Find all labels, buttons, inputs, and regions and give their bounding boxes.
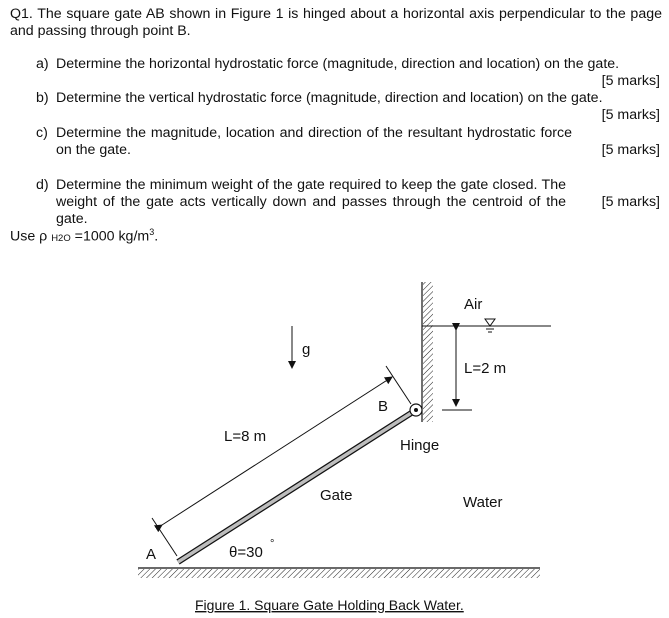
air-label: Air <box>464 296 483 313</box>
angle-unit: ° <box>270 538 275 550</box>
angle-label: θ=30 <box>229 544 263 561</box>
a-label: A <box>146 546 157 563</box>
density-superscript: 3 <box>149 227 155 237</box>
part-d-marks: [5 marks] <box>601 194 660 210</box>
part-d-text: Determine the minimum weight of the gate required to keep the gate closed. The weight of the gate acts vertically down and passes through the centroid of the gate. <box>56 177 566 227</box>
part-c <box>36 125 662 159</box>
length-dimension <box>152 366 411 556</box>
gate <box>178 410 416 562</box>
part-d <box>36 177 662 227</box>
part-d-label: d) <box>36 177 49 193</box>
part-c-text: Determine the magnitude, location and direction of the resultant hydrostatic force on the gate. <box>56 125 572 158</box>
gate-label: Gate <box>320 487 353 504</box>
depth-label: L=2 m <box>464 360 507 377</box>
ground <box>138 568 540 578</box>
part-a-label: a) <box>36 56 49 72</box>
water-label: Water <box>463 494 503 511</box>
b-label: B <box>378 398 389 415</box>
part-c-marks: [5 marks] <box>601 142 660 158</box>
density-suffix: . <box>154 228 159 245</box>
part-a-marks: [5 marks] <box>601 73 660 89</box>
part-b-text: Determine the vertical hydrostatic force (magnitude, direction and location) on the gate. <box>56 90 603 106</box>
question-intro: Q1. The square gate AB shown in Figure 1 is hinged about a horizontal axis perpendicular to the page and passing through point B. <box>10 6 662 39</box>
g-label: g <box>302 341 311 358</box>
length-label: L=8 m <box>224 428 267 445</box>
density-statement <box>10 227 158 245</box>
hinge-icon <box>410 404 422 416</box>
figure-diagram <box>0 260 669 618</box>
hinge-label: Hinge <box>400 437 440 454</box>
density-prefix: Use ρ <box>10 228 52 245</box>
wall <box>422 282 433 422</box>
part-b-marks: [5 marks] <box>601 107 660 123</box>
density-subscript: H2O <box>51 232 71 244</box>
figure-caption: Figure 1. Square Gate Holding Back Water. <box>195 597 464 613</box>
density-value: =1000 kg/m <box>70 228 150 245</box>
part-b-label: b) <box>36 90 49 106</box>
part-a <box>36 56 662 90</box>
part-c-label: c) <box>36 125 48 141</box>
part-b <box>36 90 662 124</box>
part-a-text: Determine the horizontal hydrostatic force (magnitude, direction and location) on the gate. <box>56 56 620 72</box>
